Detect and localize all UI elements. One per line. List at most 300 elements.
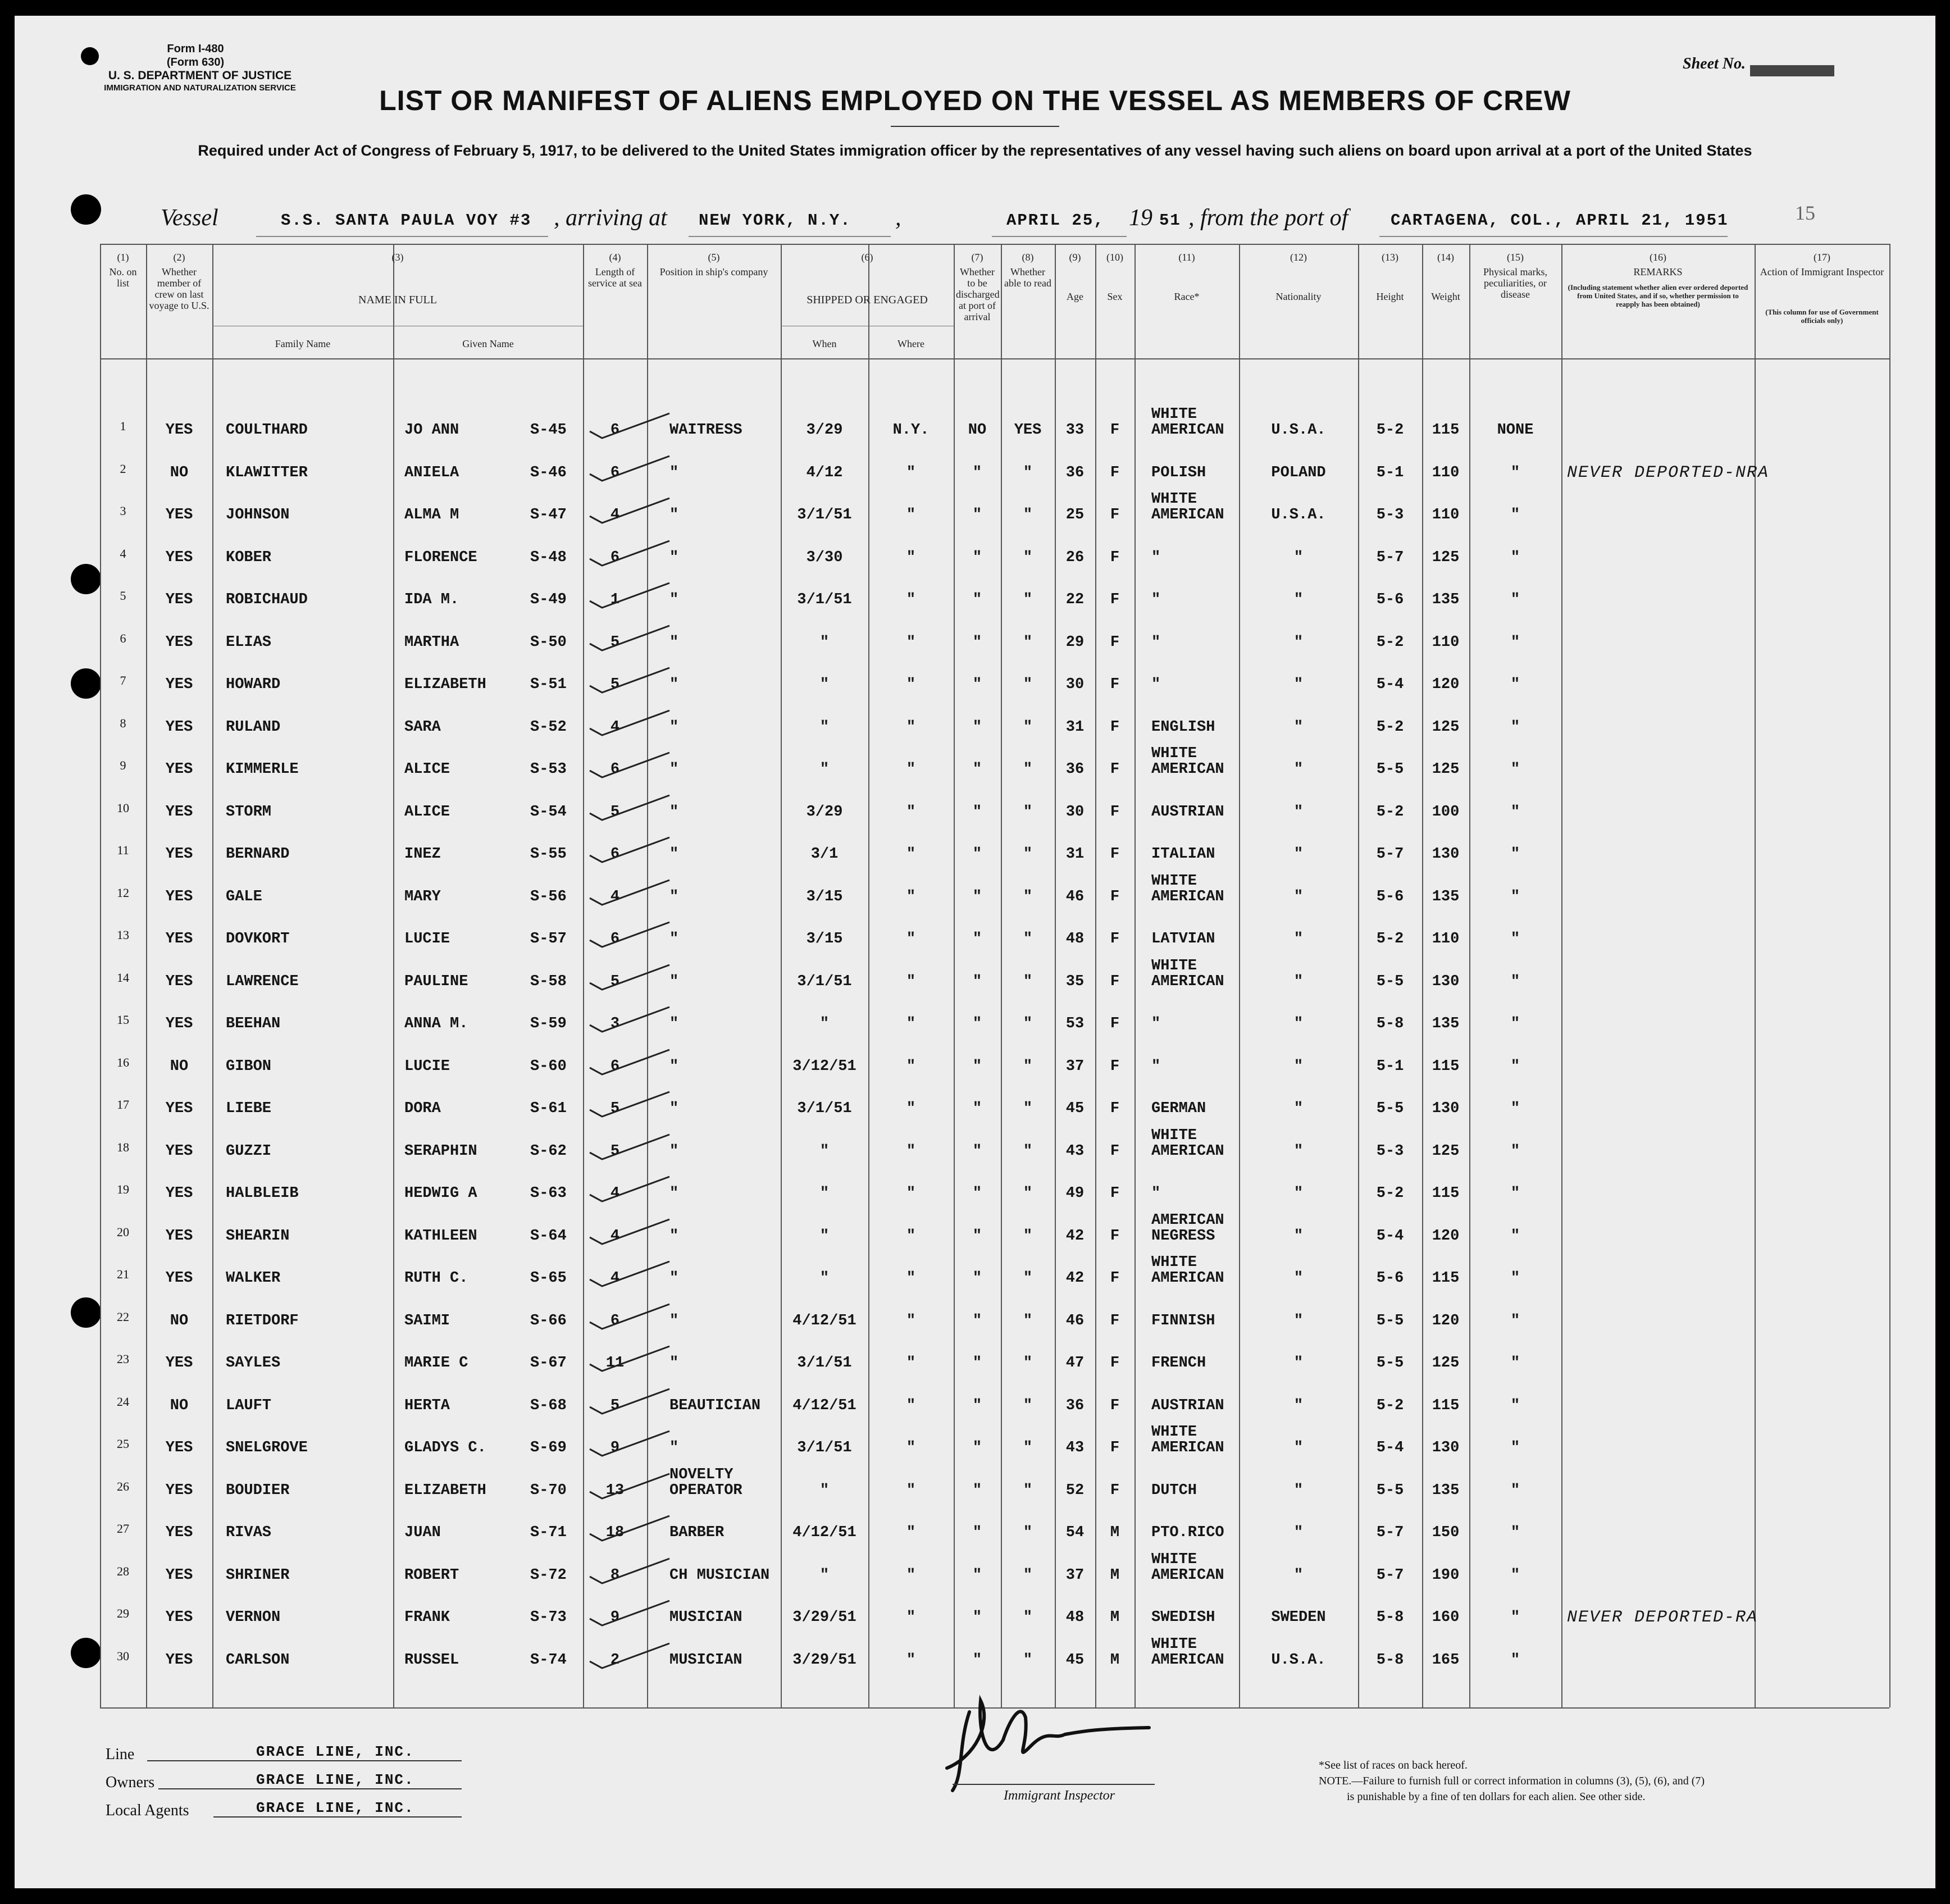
cell-height: 5-1 — [1376, 464, 1404, 481]
cell-sex: F — [1110, 1355, 1120, 1372]
cell-service: 13 — [605, 1482, 625, 1499]
cell-service: 8 — [610, 1566, 620, 1584]
fill-line — [1379, 236, 1728, 237]
punch-hole — [81, 47, 99, 65]
punch-hole — [71, 194, 101, 225]
cell-family: ELIAS — [226, 634, 272, 651]
cell-service: 6 — [610, 549, 620, 566]
cell-race: WHITE AMERICAN — [1151, 1636, 1224, 1669]
check-mark — [585, 876, 675, 909]
cell-age: 26 — [1065, 549, 1085, 566]
cell-position: BARBER — [669, 1524, 725, 1541]
row-number: 25 — [117, 1437, 129, 1451]
cell-weight: 130 — [1432, 973, 1460, 990]
cell-marks: " — [1510, 888, 1520, 905]
title-rule — [891, 126, 1059, 127]
cell-sex: F — [1110, 1227, 1120, 1245]
cell-service: 9 — [610, 1440, 620, 1456]
row-number: 28 — [117, 1564, 129, 1578]
cell-when: 3/15 — [806, 888, 843, 905]
fill-line — [213, 1816, 462, 1818]
cell-discharged: " — [972, 549, 982, 566]
cell-when: " — [819, 1015, 830, 1032]
cell-given: SERAPHIN — [404, 1142, 477, 1160]
column-header-c1: No. on list — [109, 266, 137, 289]
cell-read: " — [1023, 676, 1033, 693]
cell-family: LIEBE — [226, 1100, 272, 1117]
cell-service: 4 — [610, 888, 620, 905]
cell-prev: YES — [165, 1015, 193, 1032]
cell-service: 11 — [605, 1355, 625, 1372]
cell-position: " — [669, 761, 679, 778]
cell-nationality: " — [1293, 761, 1304, 778]
cell-race: " — [1151, 676, 1161, 693]
fill-line — [158, 1788, 462, 1789]
cell-family: RULAND — [226, 718, 281, 736]
cell-height: 5-5 — [1376, 761, 1404, 778]
cell-nationality: " — [1293, 888, 1304, 905]
cell-given: GLADYS C. — [404, 1440, 486, 1456]
cell-weight: 110 — [1432, 464, 1460, 481]
cell-family: SHRINER — [226, 1566, 290, 1584]
cell-race: WHITE AMERICAN — [1151, 491, 1224, 523]
cell-race: ENGLISH — [1151, 718, 1215, 736]
cell-weight: 130 — [1432, 846, 1460, 863]
cell-read: " — [1023, 973, 1033, 990]
cell-nationality: " — [1293, 1312, 1304, 1329]
cell-given: MARIE C — [404, 1355, 468, 1372]
cell-id: S-67 — [530, 1355, 567, 1372]
column-header-c3b: Given Name — [462, 338, 514, 349]
row-number: 10 — [117, 800, 129, 815]
cell-race: WHITE AMERICAN — [1151, 406, 1224, 439]
check-mark — [585, 579, 675, 612]
cell-discharged: " — [972, 1482, 982, 1499]
cell-race: WHITE AMERICAN — [1151, 1254, 1224, 1287]
row-number: 5 — [120, 589, 126, 603]
cell-sex: F — [1110, 507, 1120, 523]
cell-prev: YES — [165, 1185, 193, 1202]
cell-read: " — [1023, 888, 1033, 905]
column-rule — [212, 244, 213, 1707]
cell-race: " — [1151, 1015, 1161, 1032]
cell-prev: YES — [165, 1524, 193, 1541]
column-number-c10: (10) — [1106, 252, 1123, 263]
cell-race: WHITE AMERICAN — [1151, 872, 1224, 905]
cell-height: 5-7 — [1376, 846, 1404, 863]
column-number-c6: (6) — [861, 252, 873, 263]
cell-weight: 110 — [1432, 634, 1460, 651]
cell-race: WHITE AMERICAN — [1151, 1551, 1224, 1584]
cell-position: " — [669, 1440, 679, 1456]
cell-when: 3/1/51 — [797, 973, 852, 990]
cell-read: " — [1023, 634, 1033, 651]
cell-service: 5 — [610, 1100, 620, 1117]
cell-height: 5-7 — [1376, 1524, 1404, 1541]
check-mark — [585, 494, 675, 527]
cell-discharged: " — [972, 1609, 982, 1626]
check-mark — [585, 663, 675, 697]
cell-where: " — [906, 591, 916, 608]
cell-sex: F — [1110, 846, 1120, 863]
sheet-number-redacted — [1750, 65, 1834, 76]
punch-hole — [71, 1638, 101, 1668]
cell-prev: YES — [165, 1142, 193, 1160]
cell-race: GERMAN — [1151, 1100, 1206, 1117]
column-header-c2: Whether member of crew on last voyage to U.S. — [149, 266, 209, 311]
cell-nationality: U.S.A. — [1271, 507, 1326, 523]
cell-height: 5-2 — [1376, 634, 1404, 651]
cell-given: RUTH C. — [404, 1270, 468, 1287]
cell-position: NOVELTY OPERATOR — [669, 1466, 742, 1499]
cell-nationality: " — [1293, 973, 1304, 990]
cell-sex: F — [1110, 888, 1120, 905]
cell-where: " — [906, 1651, 916, 1669]
punch-hole — [71, 1297, 101, 1328]
cell-given: IDA M. — [404, 591, 459, 608]
cell-age: 31 — [1065, 718, 1085, 736]
cell-prev: YES — [165, 718, 193, 736]
row-number: 18 — [117, 1140, 129, 1154]
cell-prev: YES — [165, 803, 193, 821]
cell-marks: " — [1510, 1524, 1520, 1541]
manifest-subtitle: Required under Act of Congress of February 5, 1917, to be delivered to the United States immigration officer by the representatives of any vessel having such aliens on board upon arrival at a port of the United States — [198, 142, 1752, 159]
cell-nationality: SWEDEN — [1271, 1609, 1326, 1626]
cell-discharged: " — [972, 931, 982, 948]
arrival-port: NEW YORK, N.Y. — [699, 211, 851, 230]
cell-family: BERNARD — [226, 846, 290, 863]
cell-weight: 135 — [1432, 1015, 1460, 1032]
column-header-c11: Race* — [1174, 291, 1200, 302]
cell-service: 5 — [610, 634, 620, 651]
row-number: 16 — [117, 1055, 129, 1069]
cell-prev: NO — [170, 1058, 189, 1075]
cell-weight: 165 — [1432, 1651, 1460, 1669]
cell-race: FINNISH — [1151, 1312, 1215, 1329]
cell-family: BEEHAN — [226, 1015, 281, 1032]
cell-read: " — [1023, 1651, 1033, 1669]
cell-service: 5 — [610, 676, 620, 693]
cell-service: 6 — [610, 761, 620, 778]
check-mark — [585, 1554, 675, 1588]
cell-height: 5-2 — [1376, 718, 1404, 736]
cell-marks: " — [1510, 1100, 1520, 1117]
cell-weight: 135 — [1432, 1482, 1460, 1499]
cell-weight: 110 — [1432, 507, 1460, 523]
table-top-rule — [100, 244, 1889, 245]
column-header-c12: Nationality — [1275, 291, 1322, 302]
check-mark — [585, 409, 675, 443]
cell-prev: YES — [165, 634, 193, 651]
cell-discharged: " — [972, 1015, 982, 1032]
cell-id: S-64 — [530, 1227, 567, 1245]
cell-when: 3/15 — [806, 931, 843, 948]
cell-where: " — [906, 761, 916, 778]
cell-read: " — [1023, 1482, 1033, 1499]
cell-nationality: " — [1293, 1227, 1304, 1245]
cell-nationality: " — [1293, 1482, 1304, 1499]
cell-discharged: " — [972, 888, 982, 905]
check-mark — [585, 452, 675, 485]
column-header-c10: Sex — [1107, 291, 1123, 302]
cell-position: " — [669, 549, 679, 566]
cell-discharged: " — [972, 1312, 982, 1329]
cell-marks: " — [1510, 846, 1520, 863]
row-number: 3 — [120, 504, 126, 518]
cell-position: " — [669, 1227, 679, 1245]
row-number: 1 — [120, 419, 126, 433]
cell-nationality: " — [1293, 1440, 1304, 1456]
check-mark — [585, 1300, 675, 1333]
check-mark — [585, 1511, 675, 1545]
cell-position: " — [669, 718, 679, 736]
column-header-c13: Height — [1376, 291, 1404, 302]
cell-family: CARLSON — [226, 1651, 290, 1669]
column-number-c14: (14) — [1437, 252, 1454, 263]
row-number: 23 — [117, 1352, 129, 1366]
year-prefix: 19 — [1129, 205, 1152, 231]
cell-discharged: " — [972, 1058, 982, 1075]
cell-where: " — [906, 549, 916, 566]
cell-marks: " — [1510, 931, 1520, 948]
cell-prev: YES — [165, 1482, 193, 1499]
check-mark — [585, 918, 675, 951]
column-header-c17: Action of Immigrant Inspector — [1760, 266, 1884, 277]
cell-service: 5 — [610, 803, 620, 821]
cell-read: " — [1023, 803, 1033, 821]
cell-when: " — [819, 1566, 830, 1584]
cell-marks: " — [1510, 1058, 1520, 1075]
cell-height: 5-5 — [1376, 973, 1404, 990]
punch-hole — [71, 564, 101, 594]
cell-discharged: " — [972, 1440, 982, 1456]
cell-read: " — [1023, 1100, 1033, 1117]
cell-id: S-53 — [530, 761, 567, 778]
cell-height: 5-4 — [1376, 676, 1404, 693]
cell-prev: YES — [165, 761, 193, 778]
cell-discharged: " — [972, 1651, 982, 1669]
cell-id: S-62 — [530, 1142, 567, 1160]
cell-sex: F — [1110, 931, 1120, 948]
cell-marks: " — [1510, 761, 1520, 778]
cell-marks: " — [1510, 718, 1520, 736]
service-name: IMMIGRATION AND NATURALIZATION SERVICE — [104, 83, 296, 93]
cell-sex: F — [1110, 1015, 1120, 1032]
cell-id: S-51 — [530, 676, 567, 693]
cell-position: " — [669, 464, 679, 481]
cell-discharged: " — [972, 973, 982, 990]
cell-height: 5-2 — [1376, 803, 1404, 821]
cell-height: 5-5 — [1376, 1482, 1404, 1499]
cell-height: 5-8 — [1376, 1651, 1404, 1669]
cell-where: " — [906, 718, 916, 736]
cell-service: 5 — [610, 973, 620, 990]
cell-race: ITALIAN — [1151, 846, 1215, 863]
cell-race: WHITE AMERICAN — [1151, 1127, 1224, 1160]
vessel-name: S.S. SANTA PAULA VOY #3 — [281, 211, 532, 230]
cell-where: " — [906, 676, 916, 693]
column-rule — [1135, 244, 1136, 1707]
cell-id: S-58 — [530, 973, 567, 990]
column-number-c1: (1) — [117, 252, 129, 263]
line-value: GRACE LINE, INC. — [256, 1743, 414, 1760]
form-old-number: (Form 630) — [166, 56, 225, 69]
cell-where: " — [906, 1185, 916, 1202]
check-mark — [585, 1639, 675, 1673]
cell-race: " — [1151, 1058, 1161, 1075]
cell-weight: 130 — [1432, 1440, 1460, 1456]
cell-prev: NO — [170, 464, 189, 481]
cell-id: S-61 — [530, 1100, 567, 1117]
cell-nationality: U.S.A. — [1271, 1651, 1326, 1669]
cell-when: 3/12/51 — [792, 1058, 856, 1075]
cell-given: RUSSEL — [404, 1651, 459, 1669]
fill-line — [689, 236, 891, 237]
cell-id: S-50 — [530, 634, 567, 651]
cell-marks: " — [1510, 1185, 1520, 1202]
cell-marks: " — [1510, 1015, 1520, 1032]
cell-prev: YES — [165, 591, 193, 608]
cell-given: ANNA M. — [404, 1015, 468, 1032]
cell-read: " — [1023, 1058, 1033, 1075]
cell-nationality: " — [1293, 1100, 1304, 1117]
cell-marks: " — [1510, 1142, 1520, 1160]
cell-race: DUTCH — [1151, 1482, 1197, 1499]
cell-race: AMERICAN NEGRESS — [1151, 1211, 1224, 1245]
cell-family: KOBER — [226, 549, 272, 566]
row-number: 24 — [117, 1394, 129, 1409]
remarks-instruction: (Including statement whether alien ever ordered deported from United States, and if so, whether permission to reapply has been obtained) — [1568, 283, 1748, 308]
cell-service: 9 — [610, 1609, 620, 1626]
cell-when: " — [819, 1270, 830, 1287]
cell-height: 5-2 — [1376, 1185, 1404, 1202]
cell-where: " — [906, 634, 916, 651]
header-bottom-rule — [100, 358, 1889, 359]
cell-nationality: " — [1293, 634, 1304, 651]
fill-line — [256, 236, 548, 237]
cell-given: ROBERT — [404, 1566, 459, 1584]
row-number: 21 — [117, 1267, 129, 1281]
agents-value: GRACE LINE, INC. — [256, 1800, 414, 1816]
sheet-mark: 15 — [1795, 202, 1815, 224]
cell-sex: F — [1110, 973, 1120, 990]
cell-nationality: " — [1293, 1015, 1304, 1032]
row-number: 2 — [120, 461, 126, 476]
cell-given: ALICE — [404, 803, 450, 821]
cell-sex: F — [1110, 634, 1120, 651]
cell-read: " — [1023, 1355, 1033, 1372]
cell-where: N.Y. — [892, 422, 930, 439]
cell-sex: M — [1110, 1651, 1120, 1669]
cell-height: 5-6 — [1376, 888, 1404, 905]
cell-service: 4 — [610, 1270, 620, 1287]
cell-race: " — [1151, 549, 1161, 566]
cell-given: SARA — [404, 718, 441, 736]
cell-read: " — [1023, 1227, 1033, 1245]
column-header-c14: Weight — [1431, 291, 1460, 302]
cell-position: " — [669, 1270, 679, 1287]
punch-hole — [71, 668, 101, 699]
cell-when: " — [819, 634, 830, 651]
cell-sex: F — [1110, 1058, 1120, 1075]
cell-where: " — [906, 1397, 916, 1414]
check-mark — [585, 1469, 675, 1503]
cell-where: " — [906, 1609, 916, 1626]
cell-family: JOHNSON — [226, 507, 290, 523]
cell-id: S-72 — [530, 1566, 567, 1584]
cell-read: " — [1023, 718, 1033, 736]
cell-sex: F — [1110, 1482, 1120, 1499]
cell-position: " — [669, 1015, 679, 1032]
row-number: 9 — [120, 758, 126, 772]
cell-height: 5-7 — [1376, 549, 1404, 566]
cell-discharged: " — [972, 591, 982, 608]
cell-discharged: " — [972, 846, 982, 863]
cell-age: 54 — [1065, 1524, 1085, 1541]
cell-age: 45 — [1065, 1100, 1085, 1117]
from-port-label: , from the port of — [1188, 205, 1348, 231]
cell-marks: " — [1510, 1397, 1520, 1414]
cell-family: GUZZI — [226, 1142, 272, 1160]
cell-where: " — [906, 1566, 916, 1584]
penalty-note: NOTE.—Failure to furnish full or correct information in columns (3), (5), (6), and (7) — [1319, 1775, 1705, 1787]
cell-marks: " — [1510, 1227, 1520, 1245]
check-mark — [585, 960, 675, 994]
column-header-c3: NAME IN FULL — [358, 294, 437, 306]
cell-sex: F — [1110, 591, 1120, 608]
cell-service: 6 — [610, 931, 620, 948]
cell-race: " — [1151, 591, 1161, 608]
cell-id: S-57 — [530, 931, 567, 948]
cell-id: S-56 — [530, 888, 567, 905]
cell-age: 52 — [1065, 1482, 1085, 1499]
cell-nationality: " — [1293, 931, 1304, 948]
cell-given: DORA — [404, 1100, 441, 1117]
cell-discharged: " — [972, 1524, 982, 1541]
cell-height: 5-2 — [1376, 931, 1404, 948]
cell-family: RIETDORF — [226, 1312, 299, 1329]
check-mark — [585, 536, 675, 570]
cell-age: 53 — [1065, 1015, 1085, 1032]
cell-height: 5-4 — [1376, 1440, 1404, 1456]
cell-position: " — [669, 507, 679, 523]
cell-when: 3/1/51 — [797, 1355, 852, 1372]
cell-id: S-70 — [530, 1482, 567, 1499]
cell-marks: " — [1510, 1270, 1520, 1287]
cell-age: 48 — [1065, 1609, 1085, 1626]
cell-read: " — [1023, 846, 1033, 863]
cell-id: S-47 — [530, 507, 567, 523]
cell-prev: YES — [165, 676, 193, 693]
cell-when: 3/1/51 — [797, 1440, 852, 1456]
cell-race: AUSTRIAN — [1151, 803, 1224, 821]
cell-age: 49 — [1065, 1185, 1085, 1202]
cell-service: 5 — [610, 1397, 620, 1414]
cell-nationality: " — [1293, 1058, 1304, 1075]
column-header-c15: Physical marks, peculiarities, or disease — [1483, 266, 1547, 300]
cell-nationality: " — [1293, 846, 1304, 863]
cell-sex: F — [1110, 718, 1120, 736]
column-header-c6a: When — [812, 338, 837, 349]
cell-given: ALMA M — [404, 507, 459, 523]
column-number-c2: (2) — [173, 252, 185, 263]
cell-age: 35 — [1065, 973, 1085, 990]
cell-nationality: " — [1293, 1185, 1304, 1202]
cell-given: PAULINE — [404, 973, 468, 990]
cell-when: 3/29/51 — [792, 1651, 856, 1669]
cell-service: 4 — [610, 1227, 620, 1245]
departure-port: CARTAGENA, COL., APRIL 21, 1951 — [1391, 211, 1729, 230]
